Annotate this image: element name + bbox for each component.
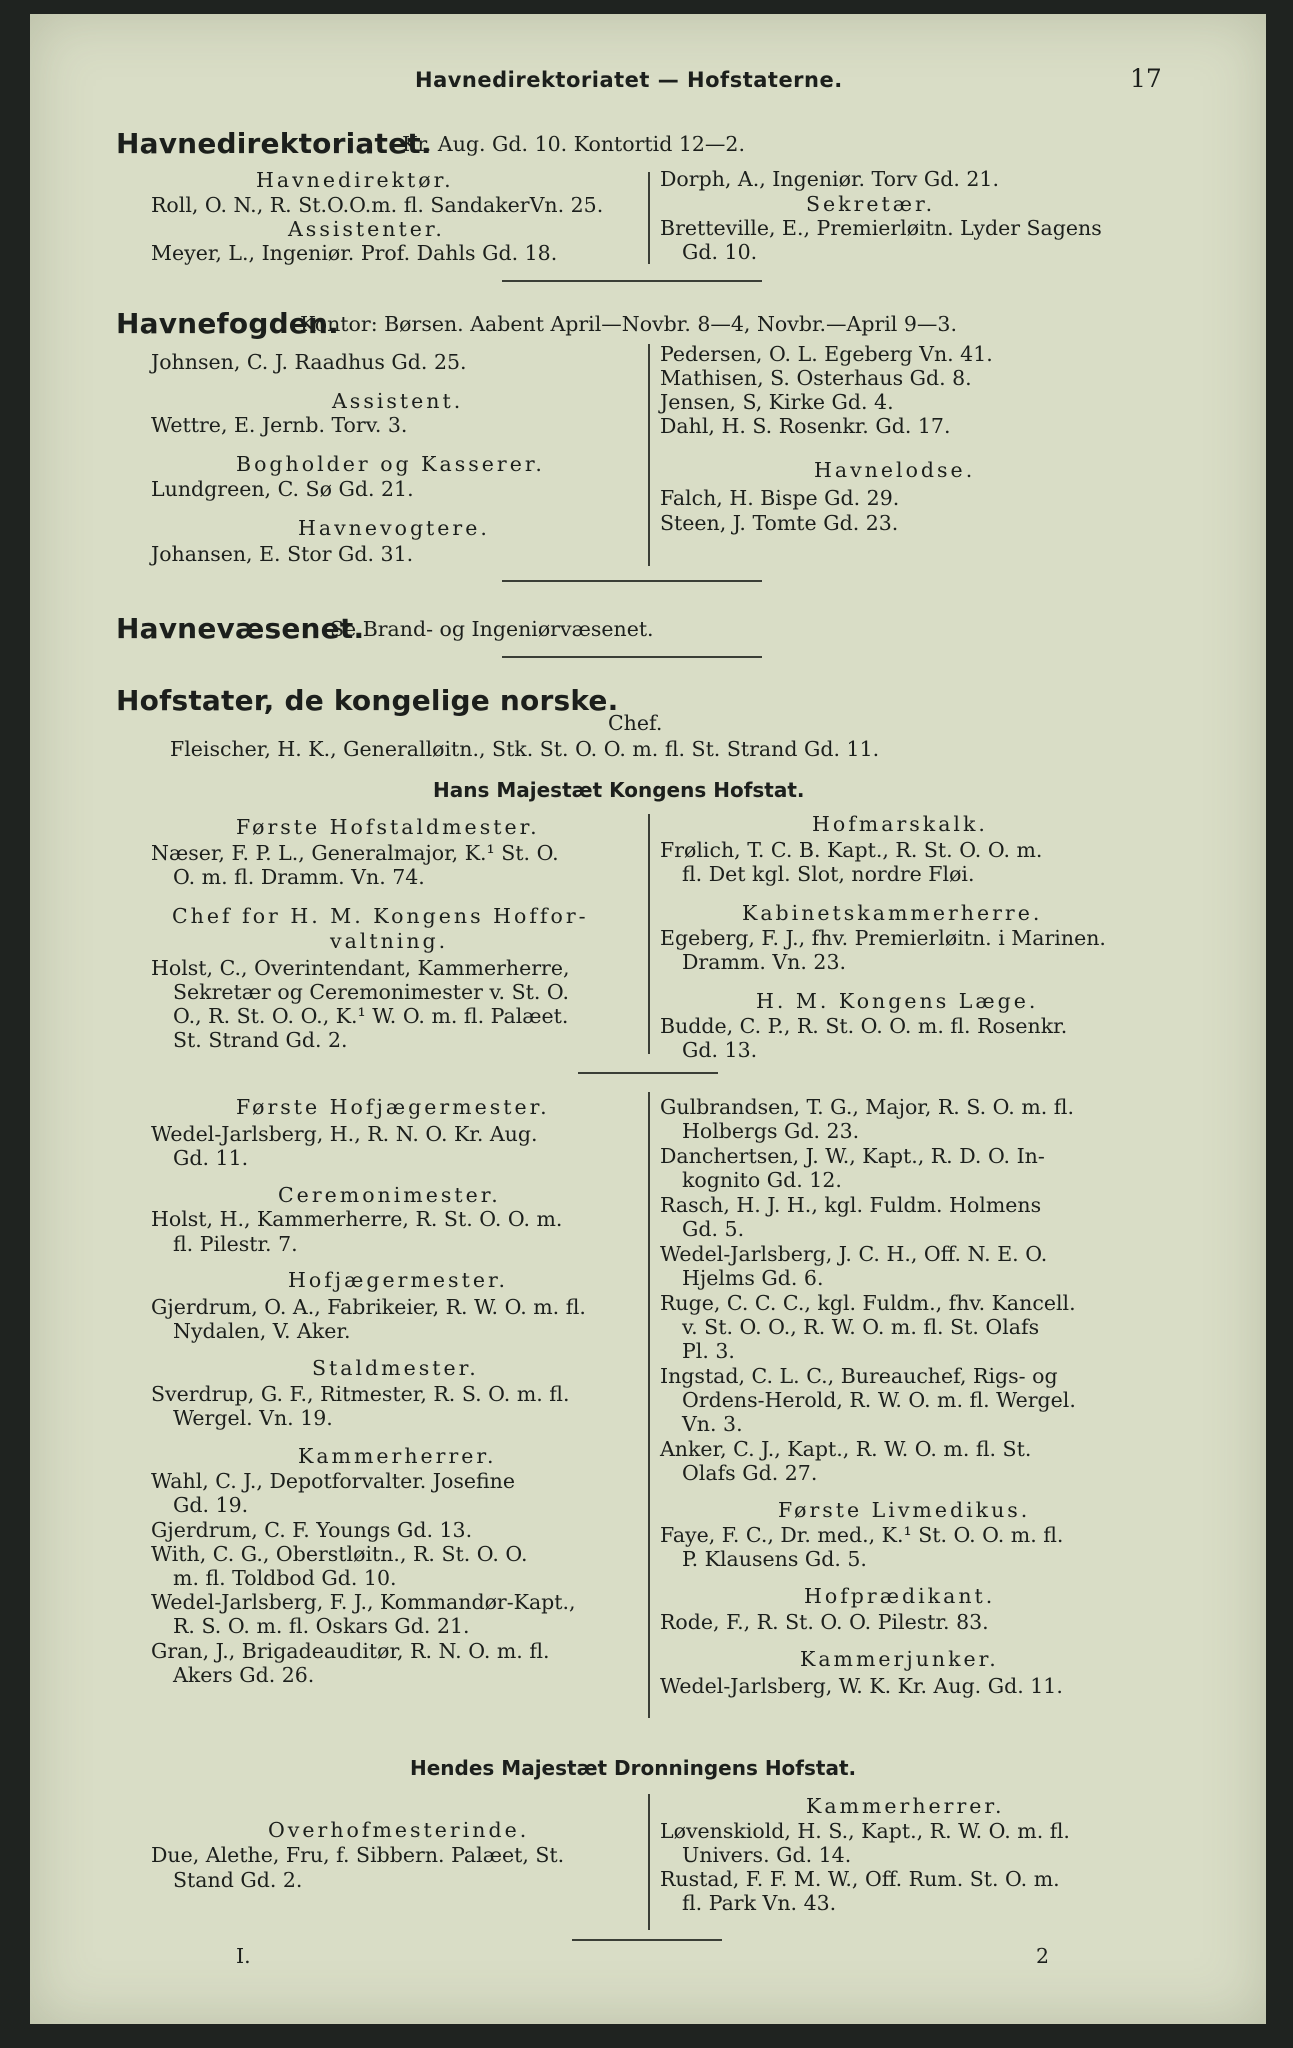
subhead: Kabinetskammerherre. <box>742 901 1043 925</box>
entry-line: Rode, F., R. St. O. O. Pilestr. 83. <box>660 1610 989 1634</box>
entry-line: Stand Gd. 2. <box>173 1868 303 1892</box>
entry-line: Johansen, E. Stor Gd. 31. <box>151 542 414 566</box>
entry-line: Wedel-Jarlsberg, W. K. Kr. Aug. Gd. 11. <box>660 1674 1063 1698</box>
section-heading-havnefogden: Havnefogden. <box>116 307 339 340</box>
signature-mark-right: 2 <box>1036 1944 1050 1968</box>
subsection-heading-kongens-hofstat: Hans Majestæt Kongens Hofstat. <box>433 778 805 802</box>
entry-line: Faye, F. C., Dr. med., K.¹ St. O. O. m. fl. <box>660 1523 1064 1547</box>
entry-line: fl. Det kgl. Slot, nordre Fløi. <box>682 862 975 886</box>
entry-line: Roll, O. N., R. St.O.O.m. fl. SandakerVn. 25. <box>151 193 604 217</box>
section-intro-havnefogden: Kontor: Børsen. Aabent April—Novbr. 8—4, Novbr.—April 9—3. <box>300 312 957 336</box>
section-rule <box>502 280 762 282</box>
entry-line: Rasch, H. J. H., kgl. Fuldm. Holmens <box>660 1193 1042 1217</box>
entry-line: Gd. 13. <box>682 1038 758 1062</box>
entry-line: Fleischer, H. K., Generalløitn., Stk. St. O. O. m. fl. St. Strand Gd. 11. <box>170 737 880 761</box>
entry-line: Wedel-Jarlsberg, F. J., Kommandør-Kapt., <box>151 1590 576 1614</box>
entry-line: Johnsen, C. J. Raadhus Gd. 25. <box>151 350 467 374</box>
subhead-assistenter: Assistenter. <box>288 217 445 241</box>
entry-line: Gd. 19. <box>173 1493 249 1517</box>
entry-line: m. fl. Toldbod Gd. 10. <box>173 1566 397 1590</box>
entry-line: Akers Gd. 26. <box>173 1663 315 1687</box>
subhead: Kammerjunker. <box>800 1647 999 1671</box>
entry-line: fl. Park Vn. 43. <box>682 1891 837 1915</box>
subhead-havnelodse: Havnelodse. <box>814 458 976 482</box>
entry-line: Egeberg, F. J., fhv. Premierløitn. i Marinen. <box>660 926 1106 950</box>
entry-line: Anker, C. J., Kapt., R. W. O. m. fl. St. <box>660 1437 1032 1461</box>
entry-line: Meyer, L., Ingeniør. Prof. Dahls Gd. 18. <box>151 241 558 265</box>
entry-line: Univers. Gd. 14. <box>682 1843 852 1867</box>
entry-line: Holst, H., Kammerherre, R. St. O. O. m. <box>151 1207 563 1231</box>
entry-line: With, C. G., Oberstløitn., R. St. O. O. <box>151 1542 528 1566</box>
subhead: Hofprædikant. <box>804 1584 996 1608</box>
entry-line: Gjerdrum, O. A., Fabrikeier, R. W. O. m. fl. <box>151 1295 586 1319</box>
subhead: Staldmester. <box>312 1356 479 1380</box>
subhead: Overhofmesterinde. <box>268 1818 530 1842</box>
entry-line: Gd. 10. <box>682 240 758 264</box>
entry-line: v. St. O. O., R. W. O. m. fl. St. Olafs <box>682 1315 1040 1339</box>
entry-line: Gulbrandsen, T. G., Major, R. S. O. m. fl. <box>660 1095 1074 1119</box>
entry-line: R. S. O. m. fl. Oskars Gd. 21. <box>173 1614 470 1638</box>
entry-line: Pl. 3. <box>682 1339 735 1363</box>
entry-line: Dramm. Vn. 23. <box>682 950 847 974</box>
entry-line: O. m. fl. Dramm. Vn. 74. <box>173 865 425 889</box>
subhead: valtning. <box>330 929 449 953</box>
subhead: Første Hofstaldmester. <box>236 815 540 839</box>
subhead-assistent: Assistent. <box>332 389 464 413</box>
subhead-chef: Chef. <box>608 711 663 735</box>
column-divider <box>648 344 650 566</box>
subhead: Kammerherrer. <box>298 1444 497 1468</box>
entry-line: Løvenskiold, H. S., Kapt., R. W. O. m. fl. <box>660 1819 1070 1843</box>
entry-line: Gd. 11. <box>173 1146 249 1170</box>
entry-line: Holbergs Gd. 23. <box>682 1119 860 1143</box>
section-intro-havnedirektoriatet: Kr. Aug. Gd. 10. Kontortid 12—2. <box>402 132 745 156</box>
subhead-havnedirektor: Havnedirektør. <box>256 168 454 192</box>
entry-line: Wedel-Jarlsberg, H., R. N. O. Kr. Aug. <box>151 1122 538 1146</box>
entry-line: Næser, F. P. L., Generalmajor, K.¹ St. O. <box>151 841 559 865</box>
entry-line: Hjelms Gd. 6. <box>682 1266 824 1290</box>
page <box>30 14 1266 2024</box>
subhead: Chef for H. M. Kongens Hoffor- <box>172 904 589 928</box>
entry-line: Gd. 5. <box>682 1217 745 1241</box>
entry-line: Sverdrup, G. F., Ritmester, R. S. O. m. fl. <box>151 1382 570 1406</box>
section-heading-havnedirektoriatet: Havnedirektoriatet. <box>116 127 432 160</box>
entry-line: Ruge, C. C. C., kgl. Fuldm., fhv. Kancell. <box>660 1291 1076 1315</box>
subhead: H. M. Kongens Læge. <box>756 989 1039 1013</box>
subhead: Kammerherrer. <box>806 1794 1005 1818</box>
subhead-sekretaer: Sekretær. <box>806 192 936 216</box>
subhead: Første Livmedikus. <box>778 1498 1031 1522</box>
entry-line: Rustad, F. F. M. W., Off. Rum. St. O. m. <box>660 1867 1060 1891</box>
entry-line: Dahl, H. S. Rosenkr. Gd. 17. <box>660 414 951 438</box>
entry-line: Due, Alethe, Fru, f. Sibbern. Palæet, St. <box>151 1843 565 1867</box>
entry-line: Wahl, C. J., Depotforvalter. Josefine <box>151 1469 515 1493</box>
entry-line: Ingstad, C. L. C., Bureauchef, Rigs- og <box>660 1364 1058 1388</box>
entry-line: Bretteville, E., Premierløitn. Lyder Sagens <box>660 216 1102 240</box>
footer-rule <box>572 1939 722 1941</box>
entry-line: O., R. St. O. O., K.¹ W. O. m. fl. Palæet. <box>173 1004 569 1028</box>
entry-line: kognito Gd. 12. <box>682 1168 842 1192</box>
entry-line: Falch, H. Bispe Gd. 29. <box>660 486 900 510</box>
subhead-bogholder: Bogholder og Kasserer. <box>236 452 545 476</box>
entry-line: Lundgreen, C. Sø Gd. 21. <box>151 477 414 501</box>
entry-line: Olafs Gd. 27. <box>682 1461 818 1485</box>
entry-line: P. Klausens Gd. 5. <box>682 1547 867 1571</box>
column-divider <box>648 172 650 264</box>
column-divider <box>648 1092 650 1718</box>
running-head: Havnedirektoriatet — Hofstaterne. <box>415 68 843 92</box>
entry-line: Dorph, A., Ingeniør. Torv Gd. 21. <box>660 167 999 191</box>
signature-mark-left: I. <box>236 1944 251 1968</box>
subhead: Hofjægermester. <box>288 1268 509 1292</box>
entry-line: Budde, C. P., R. St. O. O. m. fl. Rosenkr. <box>660 1014 1068 1038</box>
subhead-havnevogtere: Havnevogtere. <box>298 516 490 540</box>
entry-line: Gran, J., Brigadeauditør, R. N. O. m. fl. <box>151 1639 550 1663</box>
entry-line: Mathisen, S. Osterhaus Gd. 8. <box>660 366 972 390</box>
section-rule <box>502 656 762 658</box>
column-divider <box>648 1794 650 1930</box>
subsection-heading-dronningens-hofstat: Hendes Majestæt Dronningens Hofstat. <box>410 1756 857 1780</box>
entry-line: Wedel-Jarlsberg, J. C. H., Off. N. E. O. <box>660 1242 1048 1266</box>
entry-line: Nydalen, V. Aker. <box>173 1319 351 1343</box>
subhead: Første Hofjægermester. <box>236 1095 550 1119</box>
section-heading-havnevaesenet: Havnevæsenet. <box>116 612 365 645</box>
subhead: Hofmarskalk. <box>812 812 988 836</box>
column-divider <box>648 814 650 1054</box>
subhead: Ceremonimester. <box>278 1183 501 1207</box>
entry-line: Vn. 3. <box>682 1412 743 1436</box>
entry-line: Wergel. Vn. 19. <box>173 1406 333 1430</box>
entry-line: Gjerdrum, C. F. Youngs Gd. 13. <box>151 1518 473 1542</box>
section-rule <box>502 580 762 582</box>
section-intro-havnevaesenet: Se Brand- og Ingeniørvæsenet. <box>330 617 654 641</box>
section-rule <box>578 1072 718 1074</box>
page-number: 17 <box>1130 64 1162 93</box>
entry-line: Ordens-Herold, R. W. O. m. fl. Wergel. <box>682 1388 1076 1412</box>
entry-line: fl. Pilestr. 7. <box>173 1232 298 1256</box>
entry-line: Frølich, T. C. B. Kapt., R. St. O. O. m. <box>660 838 1043 862</box>
entry-line: Pedersen, O. L. Egeberg Vn. 41. <box>660 342 993 366</box>
entry-line: Jensen, S, Kirke Gd. 4. <box>660 390 894 414</box>
entry-line: St. Strand Gd. 2. <box>173 1028 348 1052</box>
entry-line: Holst, C., Overintendant, Kammerherre, <box>151 956 570 980</box>
entry-line: Steen, J. Tomte Gd. 23. <box>660 511 899 535</box>
entry-line: Danchertsen, J. W., Kapt., R. D. O. In- <box>660 1144 1045 1168</box>
entry-line: Sekretær og Ceremonimester v. St. O. <box>173 980 570 1004</box>
section-heading-hofstater: Hofstater, de kongelige norske. <box>116 684 619 717</box>
entry-line: Wettre, E. Jernb. Torv. 3. <box>151 413 408 437</box>
